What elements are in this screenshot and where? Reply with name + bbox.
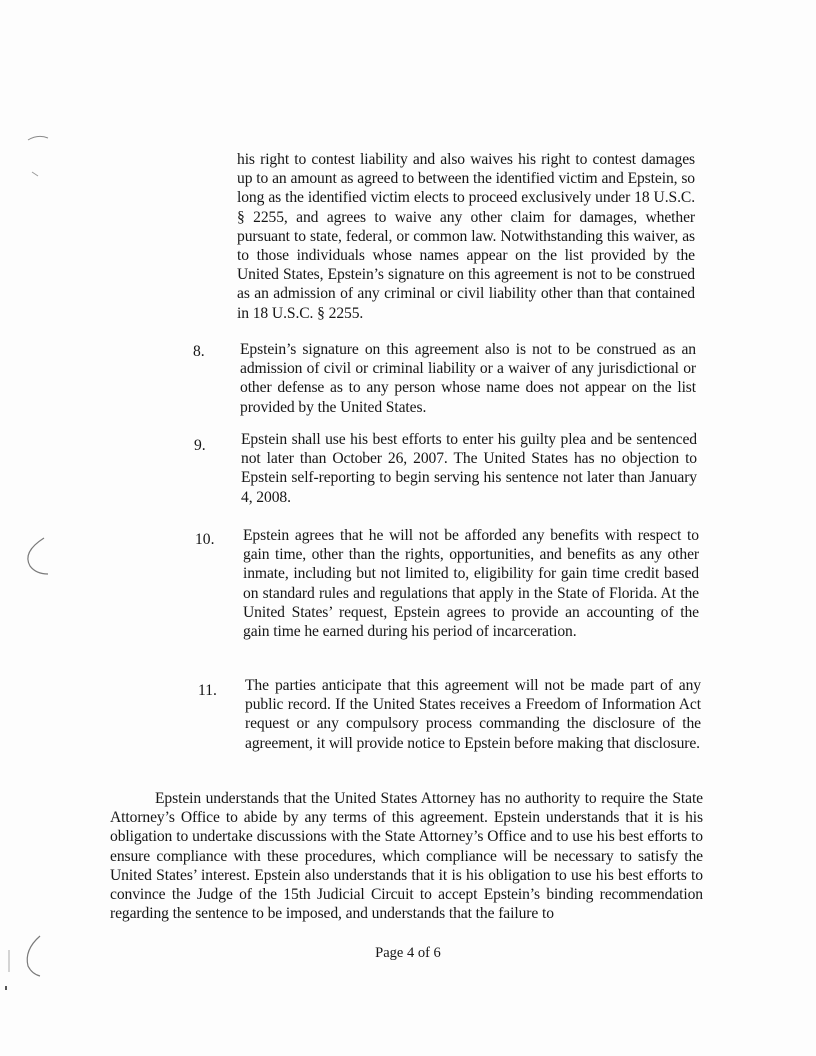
numbered-item-text: Epstein’s signature on this agreement also is not to be construed as an admission of civil or criminal liability or a waiver of any jurisdictional or other defense as to any person whose name does not appear on the list provided by the United States. bbox=[240, 341, 696, 416]
page-footer: Page 4 of 6 bbox=[375, 945, 441, 961]
item-number: 8. bbox=[193, 343, 205, 360]
closing-paragraph: Epstein understands that the United States Attorney has no authority to require the State Attorney’s Office to abide by any terms of this agreement. Epstein understands that it is his obligation to undertake discussions with the State Attorney’s Office and to use his best efforts to ensure compliance with these procedures, which compliance will be necessary to satisfy the United States’ interest. Epstein also understands that it is his obligation to use his best efforts to convince the Judge of the 15th Judicial Circuit to accept Epstein’s binding recommendation regarding the sentence to be imposed, and understands that the failure to bbox=[110, 790, 703, 923]
numbered-item-text: Epstein agrees that he will not be afforded any benefits with respect to gain time, other than the rights, opportunities, and benefits as any other inmate, including but not limited to, eligibility for gain time credit based on standard rules and regulations that apply in the State of Florida. At the United States’ request, Epstein agrees to provide an accounting of the gain time he earned during his period of incarceration. bbox=[243, 527, 699, 641]
edge-dot bbox=[5, 986, 7, 990]
binder-hole-mark-small bbox=[32, 172, 38, 176]
binder-hole-mark-middle bbox=[28, 538, 48, 574]
continuation-paragraph: his right to contest liability and also waives his right to contest damages up to an amount as agreed to between the identified victim and Epstein, so long as the identified victim elects to proceed exclusively under 18 U.S.C. § 2255, and agrees to waive any other claim for damages, whether pursuant to state, federal, or common law. Notwithstanding this waiver, as to those individuals whose names appear on the list provided by the United States, Epstein’s signature on this agreement is not to be construed as an admission of any criminal or civil liability other than that contained in 18 U.S.C. § 2255. bbox=[237, 151, 695, 322]
binder-hole-mark-top bbox=[28, 136, 48, 140]
numbered-item-text: Epstein shall use his best efforts to enter his guilty plea and be sentenced not later than October 26, 2007. The United States has no objection to Epstein self-reporting to begin serving his sentence not later than January 4, 2008. bbox=[241, 431, 697, 506]
item-number: 9. bbox=[194, 437, 206, 454]
item-number: 10. bbox=[195, 531, 215, 548]
item-number: 11. bbox=[198, 682, 217, 699]
numbered-item-text: The parties anticipate that this agreement will not be made part of any public record. If the United States receives a Freedom of Information Act request or any compulsory process commanding the disclosure of the agreement, it will provide notice to Epstein before making that disclosure. bbox=[245, 677, 701, 752]
